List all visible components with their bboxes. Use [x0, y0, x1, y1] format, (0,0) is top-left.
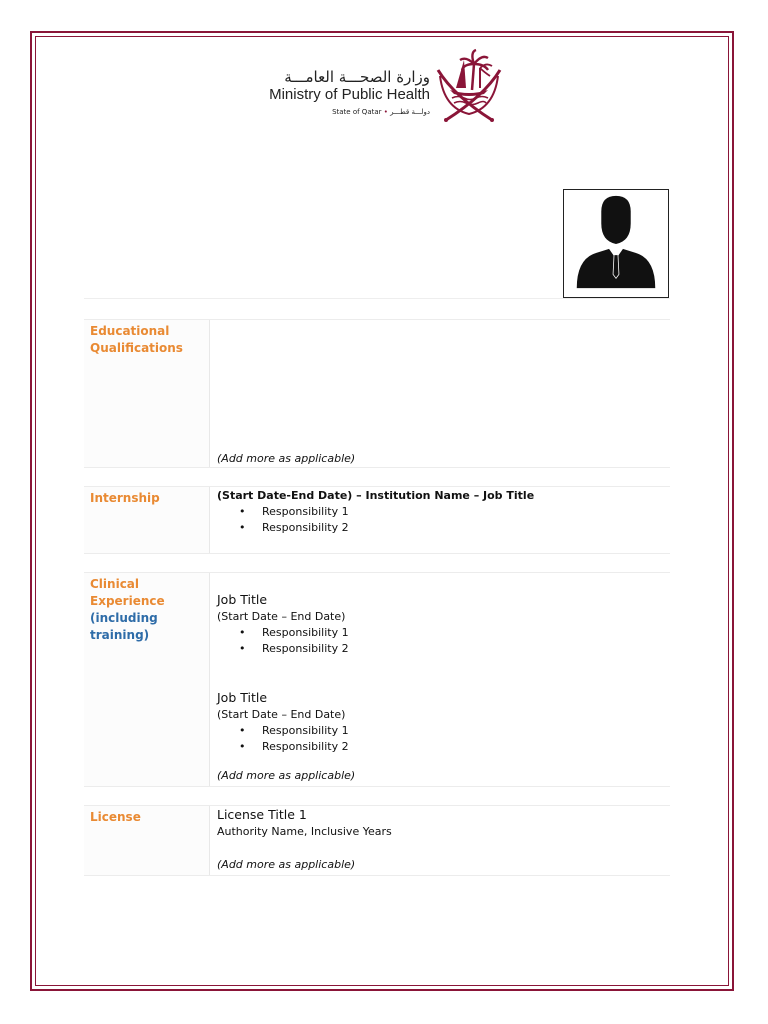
internship-label: Internship: [90, 491, 160, 505]
qatar-emblem-icon: [434, 46, 504, 122]
ministry-logo: [262, 46, 507, 122]
clinical-label: Clinical Experience: [90, 577, 165, 608]
header-divider: [84, 298, 670, 299]
education-label: Educational Qualifications: [90, 324, 183, 355]
education-label-cell: [84, 320, 210, 467]
logo-text: [262, 46, 430, 117]
internship-heading: (Start Date-End Date) – Institution Name – Job Title: [217, 489, 535, 502]
license-title: License Title 1: [217, 807, 307, 822]
job-title: Job Title: [217, 592, 268, 607]
state-separator: •: [383, 108, 388, 116]
education-section: [84, 319, 670, 468]
clinical-label-cell: [84, 573, 210, 786]
clinical-content[interactable]: Job Title (Start Date – End Date) Responsibility 1 Responsibility 2 Job Title (Start Date – End Date) Responsibility 1 Responsibility 2 (Add more as applicable): [217, 592, 356, 782]
internship-label-cell: [84, 487, 210, 553]
user-avatar-icon: [564, 190, 668, 297]
state-name-arabic: دولـــة قطـــر: [390, 108, 430, 116]
internship-section: [84, 486, 670, 554]
education-content[interactable]: [217, 320, 670, 467]
job-title: Job Title: [217, 690, 268, 705]
internship-content[interactable]: (Start Date-End Date) – Institution Name – Job Title Responsibility 1 Responsibility 2: [217, 489, 535, 534]
clinical-note: (Add more as applicable): [217, 769, 356, 782]
ministry-name-arabic: وزارة الصحـــة العامـــة: [284, 68, 430, 86]
ministry-name-english: Ministry of Public Health: [269, 86, 430, 103]
license-authority: Authority Name, Inclusive Years: [217, 825, 392, 838]
clinical-sublabel: (including training): [90, 611, 158, 642]
profile-photo-placeholder[interactable]: [563, 189, 669, 298]
job-dates: (Start Date – End Date): [217, 708, 346, 721]
license-content[interactable]: [217, 806, 670, 875]
license-label-cell: [84, 806, 210, 875]
job-dates: (Start Date – End Date): [217, 610, 346, 623]
license-label: License: [90, 810, 141, 824]
education-note: (Add more as applicable): [217, 452, 356, 465]
license-section: [84, 805, 670, 876]
state-name-english: State of Qatar: [332, 108, 382, 116]
clinical-section: [84, 572, 670, 787]
license-note: (Add more as applicable): [217, 858, 356, 871]
state-line: [262, 107, 430, 117]
